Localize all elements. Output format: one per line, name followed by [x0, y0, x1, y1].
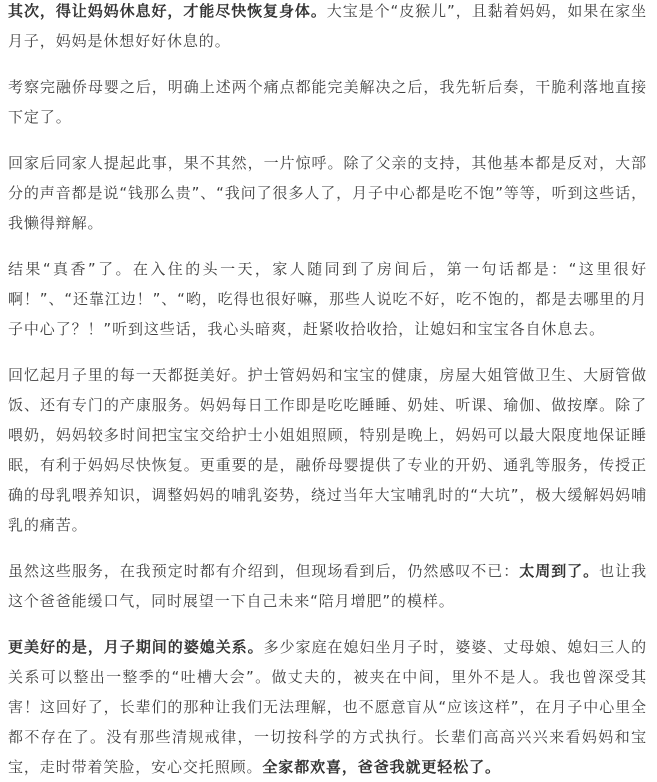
paragraph-services-after: 也让我这个爸爸能缓口气，同时展望一下自己未来“陪月增肥”的模样。: [8, 562, 647, 610]
paragraph-gap: [8, 56, 647, 72]
paragraph-gap: [8, 616, 647, 632]
paragraph-rest-lead: 其次，得让妈妈休息好，才能尽快恢复身体。: [8, 2, 327, 20]
paragraph-result: 结果“真香”了。在入住的头一天，家人随同到了房间后，第一句话都是：“这里很好啊！”、“还靠江边！”、“哟，吃得也很好嘛，那些人说吃不好，吃不饱的，都是去哪里的月子中心了？！”听到这些话，我心头暗爽，赶紧收拾收拾，让媳妇和宝宝各自休息去。: [8, 260, 647, 338]
paragraph-gap: [8, 238, 647, 254]
paragraph-relations: [8, 632, 647, 782]
paragraph-relations-lead: 更美好的是，月子期间的婆媳关系。: [8, 638, 264, 656]
paragraph-decision: 考察完融侨母婴之后，明确上述两个痛点都能完美解决之后，我先斩后奏，干脆利落地直接下定了。: [8, 78, 647, 126]
paragraph-gap: [8, 344, 647, 360]
paragraph-gap: [8, 540, 647, 556]
paragraph-family-reaction: 回家后同家人提起此事，果不其然，一片惊呼。除了父亲的支持，其他基本都是反对，大部分的声音都是说“钱那么贵”、“我问了很多人了，月子中心都是吃不饱”等等，听到这些话，我懒得辩解。: [8, 154, 647, 232]
paragraph-rest: [8, 0, 647, 56]
paragraph-relations-end: 全家都欢喜，爸爸我就更轻松了。: [262, 758, 501, 776]
paragraph-gap: [8, 132, 647, 148]
paragraph-rest-text: 大宝是个“皮猴儿”，且黏着妈妈，如果在家坐月子，妈妈是休想好好休息的。: [8, 2, 647, 50]
paragraph-daily-life: 回忆起月子里的每一天都挺美好。护士管妈妈和宝宝的健康，房屋大姐管做卫生、大厨管做饭、还有专门的产康服务。妈妈每日工作即是吃吃睡睡、奶娃、听课、瑜伽、做按摩。除了喂奶，妈妈较多时间把宝宝交给护士小姐姐照顾，特别是晚上，妈妈可以最大限度地保证睡眠，有利于妈妈尽快恢复。更重要的是，融侨母婴提供了专业的开奶、通乳等服务，传授正确的母乳喂养知识，调整妈妈的哺乳姿势，绕过当年大宝哺乳时的“大坑”，极大缓解妈妈哺乳的痛苦。: [8, 366, 647, 534]
paragraph-services: [8, 556, 647, 616]
paragraph-relations-middle: 多少家庭在媳妇坐月子时，婆婆、丈母娘、媳妇三人的关系可以整出一整季的“吐槽大会”。做丈夫的，被夹在中间，里外不是人。我也曾深受其害！这回好了，长辈们的那种让我们无法理解，也不愿意盲从“应该这样”，在月子中心里全都不存在了。没有那些清规戒律，一切按科学的方式执行。长辈们高高兴兴来看妈妈和宝宝，走时带着笑脸，安心交托照顾。: [8, 638, 648, 776]
paragraph-services-bold: 太周到了。: [519, 562, 600, 580]
paragraph-services-before: 虽然这些服务，在我预定时都有介绍到，但现场看到后，仍然感叹不已：: [8, 562, 520, 580]
